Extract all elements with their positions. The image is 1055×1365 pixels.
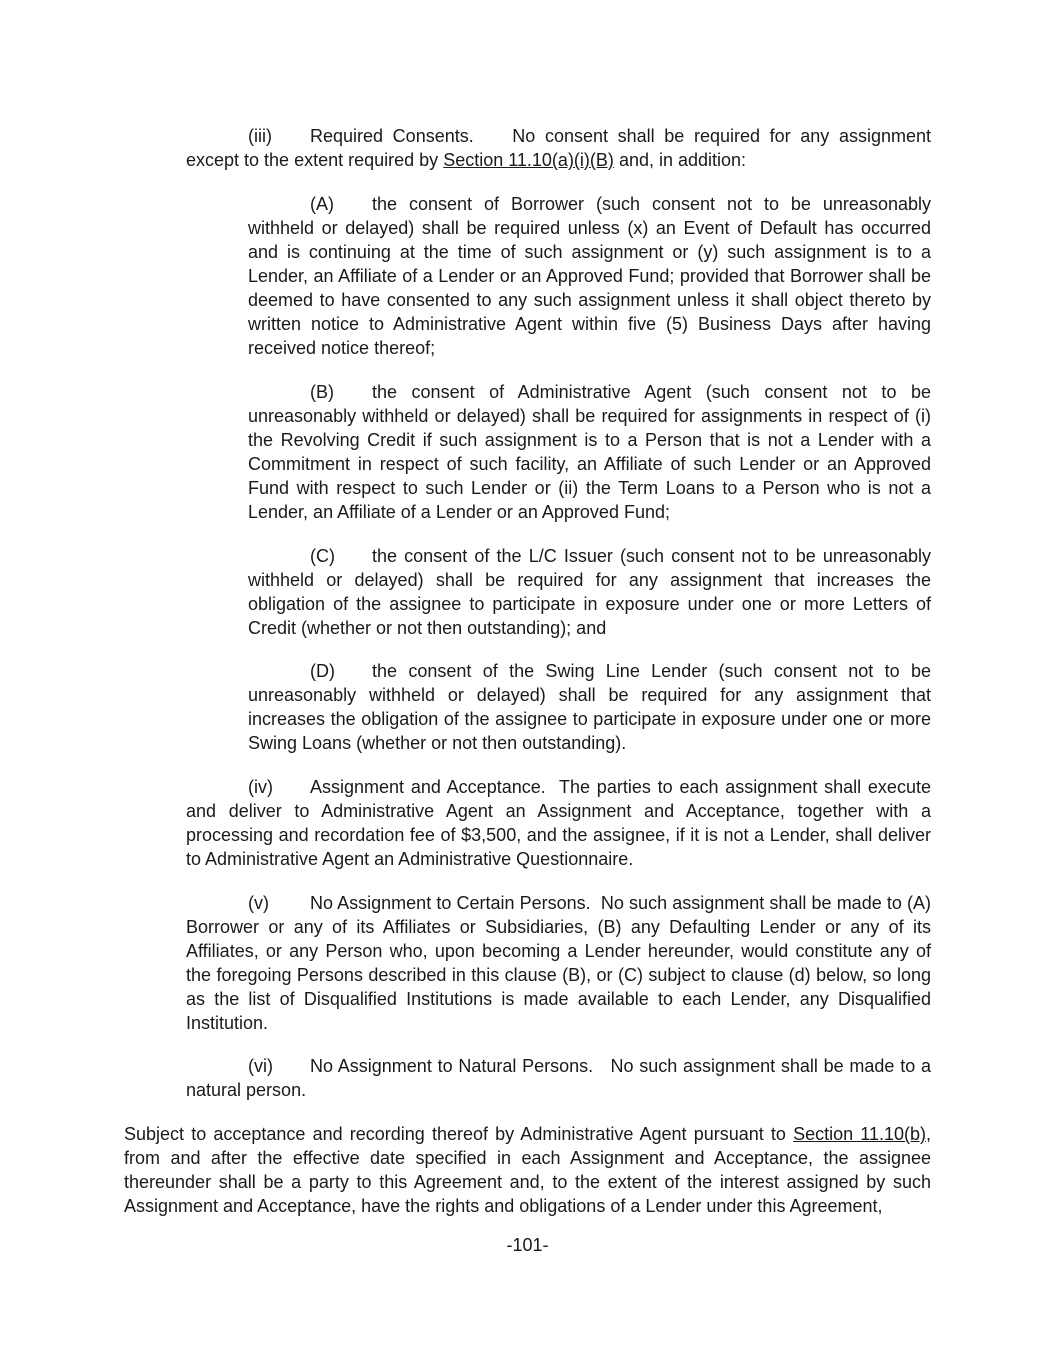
- paragraph-heading: No Assignment to Natural Persons.: [310, 1056, 594, 1076]
- paragraph-text: , from and after the effective date specified in each Assignment and Acceptance, the assignee thereunder shall be a party to this Agreement and, to the extent of the interest assigned by such Assignment and Acceptance, have the rights and obligations of a Lender under this Agreement,: [124, 1124, 931, 1216]
- paragraph-number: (D): [310, 661, 335, 681]
- paragraph-number: (A): [310, 194, 334, 214]
- paragraph-B: [248, 380, 931, 524]
- paragraph-text: the consent of Administrative Agent (such consent not to be unreasonably withheld or delayed) shall be required for assignments in respect of (i) the Revolving Credit if such assignment is to a Person that is not a Lender with a Commitment in respect of such facility, an Affiliate of such Lender or an Approved Fund with respect to such Lender or (ii) the Term Loans to a Person who is not a Lender, an Affiliate of a Lender or an Approved Fund;: [248, 382, 931, 522]
- paragraph-number: (B): [310, 382, 334, 402]
- paragraph-text: the consent of the L/C Issuer (such consent not to be unreasonably withheld or delayed) shall be required for any assignment that increases the obligation of the assignee to participate in exposure under one or more Letters of Credit (whether or not then outstanding); and: [248, 546, 931, 638]
- paragraph-text: the consent of the Swing Line Lender (such consent not to be unreasonably withheld or delayed) shall be required for any assignment that increases the obligation of the assignee to participate in exposure under one or more Swing Loans (whether or not then outstanding).: [248, 661, 931, 753]
- paragraph-v: [186, 891, 931, 1035]
- paragraph-heading: Required Consents.: [310, 126, 474, 146]
- paragraph-number: (vi): [248, 1056, 273, 1076]
- paragraph-closing: [124, 1122, 931, 1218]
- paragraph-number: (iii): [248, 126, 272, 146]
- paragraph-text: Subject to acceptance and recording thereof by Administrative Agent pursuant to: [124, 1124, 786, 1144]
- paragraph-iv: [186, 775, 931, 871]
- paragraph-text: the consent of Borrower (such consent not to be unreasonably withheld or delayed) shall be required unless (x) an Event of Default has occurred and is continuing at the time of such assignment or (y) such assignment is to a Lender, an Affiliate of a Lender or an Approved Fund; provided that Borrower shall be deemed to have consented to any such assignment unless it shall object thereto by written notice to Administrative Agent within five (5) Business Days after having received notice thereof;: [248, 194, 931, 358]
- page-number: -101-: [506, 1235, 549, 1255]
- section-reference-link[interactable]: Section 11.10(a)(i)(B): [443, 150, 614, 170]
- paragraph-text: No consent shall be required for any assignment except to the extent required by: [186, 126, 931, 170]
- paragraph-D: [248, 659, 931, 755]
- paragraph-number: (C): [310, 546, 335, 566]
- paragraph-number: (iv): [248, 777, 273, 797]
- paragraph-iii: [186, 124, 931, 172]
- paragraph-text: and, in addition:: [618, 150, 747, 170]
- paragraph-text: The parties to each assignment shall execute and deliver to Administrative Agent an Assignment and Acceptance, together with a processing and recordation fee of $3,500, and the assignee, if it is not a Lender, shall deliver to Administrative Agent an Administrative Questionnaire.: [186, 777, 931, 869]
- paragraph-text: No such assignment shall be made to a natural person.: [186, 1056, 931, 1100]
- section-reference-link[interactable]: Section 11.10(b): [793, 1124, 926, 1144]
- paragraph-text: No such assignment shall be made to (A) Borrower or any of its Affiliates or Subsidiaries, (B) any Defaulting Lender or any of its Affiliates, or any Person who, upon becoming a Lender hereunder, would constitute any of the foregoing Persons described in this clause (B), or (C) subject to clause (d) below, so long as the list of Disqualified Institutions is made available to each Lender, any Disqualified Institution.: [186, 893, 931, 1033]
- paragraph-heading: No Assignment to Certain Persons.: [310, 893, 591, 913]
- paragraph-heading: Assignment and Acceptance.: [310, 777, 546, 797]
- paragraph-number: (v): [248, 893, 269, 913]
- paragraph-A: [248, 192, 931, 360]
- paragraph-C: [248, 544, 931, 640]
- paragraph-vi: [186, 1054, 931, 1102]
